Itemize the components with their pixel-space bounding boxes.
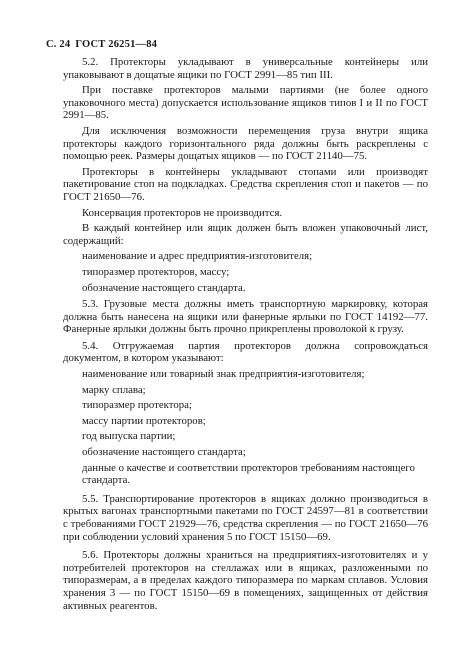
paragraph-conservation: Консервация протекторов не производится. xyxy=(82,206,283,219)
paragraph-stacking: Протекторы в контейнеры укладывают стопами или производят пакетирование стоп на подкладках. Средства скрепления стоп и пакетов — по ГОСТ 21650—76. xyxy=(63,165,428,203)
packing-sheet-list xyxy=(63,250,428,294)
list-item: массу партии протекторов; xyxy=(82,414,206,427)
paragraph-5-6: 5.6. Протекторы должны храниться на предприятиях-изготовителях и у потребителей протекторов на стеллажах или в ящиках, разложенными по типоразмерам, а в пределах каждого типоразмера по маркам сплавов. Условия хранения 3 — по ГОСТ 15150—69 в помещениях, защищенных от действия активных реагентов. xyxy=(63,549,428,612)
list-item: обозначение настоящего стандарта. xyxy=(82,281,246,294)
list-item: типоразмер протекторов, массу; xyxy=(82,265,230,278)
list-item: обозначение настоящего стандарта; xyxy=(82,446,246,459)
page-header xyxy=(46,39,157,50)
paragraph-5-3: 5.3. Грузовые места должны иметь транспортную маркировку, которая должна быть нанесена на ящики или фанерные ярлыки по ГОСТ 14192—77. Фанерные ярлыки должны быть прочно прикреплены проволокой к грузу. xyxy=(63,298,428,336)
paragraph-fixing: Для исключения возможности перемещения груза внутри ящика протекторы каждого горизонтального ряда должны быть раскреплены с помощью реек. Размеры дощатых ящиков — по ГОСТ 21140—75. xyxy=(63,124,428,163)
list-item: наименование и адрес предприятия-изготовителя; xyxy=(82,250,313,263)
paragraph-packing-sheet: В каждый контейнер или ящик должен быть вложен упаковочный лист, содержащий: xyxy=(63,222,428,247)
paragraph-5-5: 5.5. Транспортирование протекторов в ящиках должно производиться в крытых вагонах транспортными пакетами по ГОСТ 24597—81 в соответствии с требованиями ГОСТ 21929—76, средства скрепления — по ГОСТ 21650—76 при соблюдении условий хранения 5 по ГОСТ 15150—69. xyxy=(63,492,428,543)
list-item: наименование или товарный знак предприятия-изготовителя; xyxy=(82,368,365,381)
standard-designation: ГОСТ 26251—84 xyxy=(75,39,158,50)
paragraph-5-4: 5.4. Отгружаемая партия протекторов должна сопровождаться документом, в котором указывают: xyxy=(63,339,428,365)
list-item: данные о качестве и соответствии протекторов требованиям настоящего стандарта. xyxy=(82,461,415,487)
document-body xyxy=(63,56,428,612)
page-number: С. 24 xyxy=(46,39,71,50)
list-item: марку сплава; xyxy=(82,383,146,396)
shipment-document-list xyxy=(63,368,428,487)
list-item: год выпуска партии; xyxy=(82,430,176,443)
paragraph-5-2: 5.2. Протекторы укладывают в универсальные контейнеры или упаковывают в дощатые ящики по ГОСТ 2991—85 тип III. xyxy=(63,56,428,81)
paragraph-small-batches: При поставке протекторов малыми партиями (не более одного упаковочного места) допускается использование ящиков типов I и II по ГОСТ 2991—85. xyxy=(63,84,428,122)
list-item: типоразмер протектора; xyxy=(82,399,192,412)
